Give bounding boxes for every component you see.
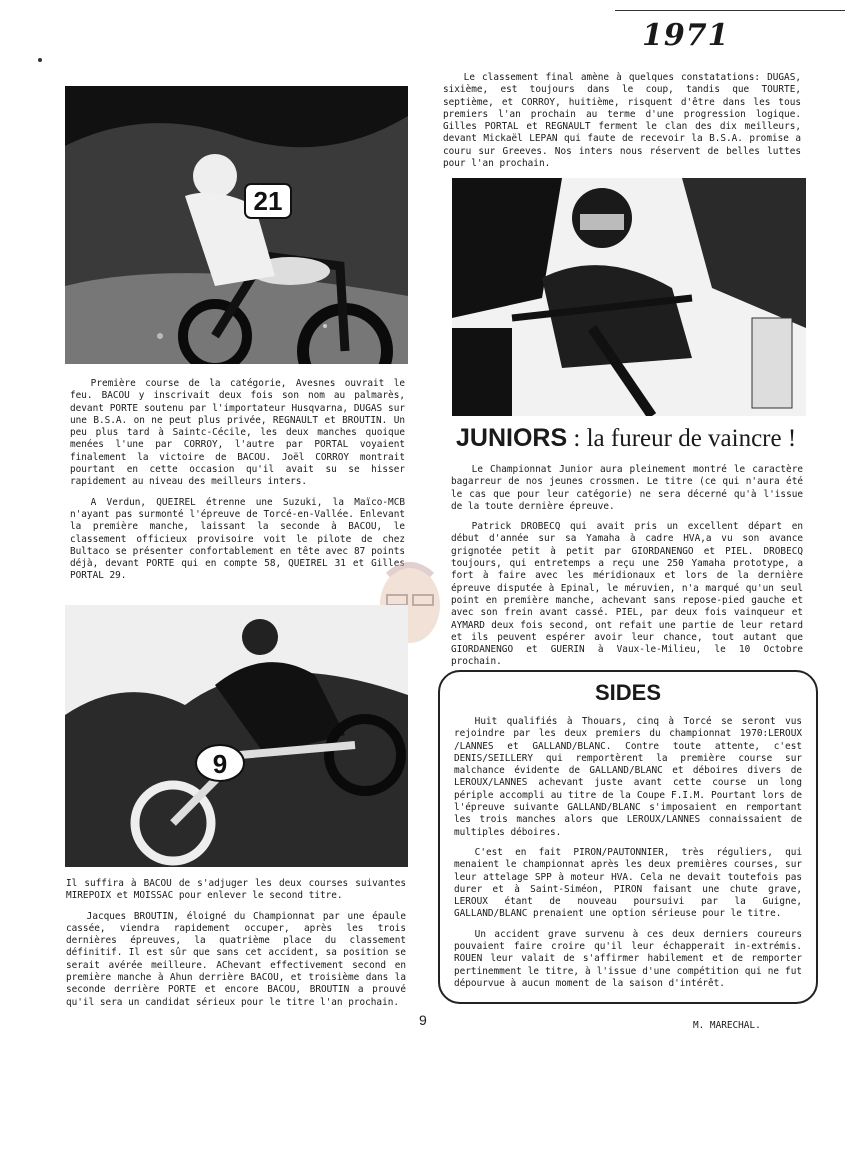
- juniors-text: [451, 464, 803, 677]
- margin-dot: [38, 58, 42, 62]
- page-number: 9: [419, 1012, 427, 1028]
- left-para-2: A Verdun, QUEIREL étrenne une Suzuki, la Maïco-MCB n'ayant pas surmonté l'épreuve de Torcé-en-Vallée. Enlevant la première manche, laissant la seconde à BACOU, le classement officieux provisoire voit le pilote de chez Bultaco se présenter confortablement en tête avec 87 points déjà, devant PORTE qui en compte 58, QUEIREL 31 et Gilles PORTAL 29.: [70, 496, 405, 582]
- juniors-headline-rest: : la fureur de vaincre !: [567, 425, 797, 452]
- juniors-headline: [456, 424, 796, 453]
- sides-title: SIDES: [594, 680, 662, 705]
- photo-rider-21: [65, 86, 408, 364]
- sides-para-1: Huit qualifiés à Thouars, cinq à Torcé se seront vus rejoindre par les deux premiers du championnat 1970:LEROUX /LANNES et GALLAND/BLANC. Contre toute attente, c'est DENIS/SEILLERY qui remportèrent la première course sur malchance évidente de GALLAND/BLANC et déboires divers de LEROUX/LANNES achevant juste avant cette course un long périple accompli au titre de la Coupe F.I.M. Pourtant lors de l'épreuve suivante GALLAND/BLANC s'imposaient en remportant les trois manches alors que LEROUX/LANNES connaissaient de multiples déboires.: [454, 716, 802, 838]
- sides-text: [454, 716, 802, 990]
- photo-rider-9: [65, 605, 408, 867]
- header-rule: [615, 10, 845, 11]
- juniors-para-1: Le Championnat Junior aura pleinement montré le caractère bagarreur de nos jeunes crossmen. Le titre (ce qui n'aura été le cas que pour leur catégorie) ne sera décerné qu'à l'issue de la toute dernière épreuve.: [451, 464, 803, 512]
- left-para-4: Jacques BROUTIN, éloigné du Championnat par une épaule cassée, viendra rapidement occuper, après les trois dernières épreuves, la quatrième place du classement définitif. Il est sûr que sans cet accident, sa position se serait avérée meilleure. AChevant effectivement second en première manche à Ahun derrière BACOU, et troisième dans la seconde derrière PORTE et encore BACOU, BROUTIN a prouvé qu'il sera un candidat sérieux pour le titre l'an prochain.: [66, 910, 406, 1008]
- left-column-bottom: [66, 878, 406, 1017]
- juniors-para-2: Patrick DROBECQ qui avait pris un excellent départ en début d'année sur sa Yamaha à cadre HVA,a vu son avance grignotée petit à petit par GIORDANENGO et PIEL. DROBECQ toujours, qui entretemps a reçu une 250 Yamaha prototype, a fort à faire avec les méridionaux et lors de la dernière épreuve disputée à Epinal, le méruvien, n'a marqué qu'un seul point en première manche, achevant sans repose-pied gauche et avec son frein avant cassé. PIEL, par deux fois vainqueur et AYMARD deux fois second, ont refait une partie de leur retard et ils peuvent espérer avoir leur chance, tout autant que GIORDANENGO et GUERIN à Vaux-le-Milieu, le 10 Octobre prochain.: [451, 521, 803, 668]
- sides-para-2: C'est en fait PIRON/PAUTONNIER, très réguliers, qui menaient le championnat après les deux premières courses, sur leur attelage SPP à moteur HVA. Cela ne devait toutefois pas durer et à Saint-Siméon, PIRON faisant une chute grave, LEROUX étant de nouveau poursuivi par la Guigne, GALLAND/BLANC prenaient une option sérieuse pour le titre.: [454, 846, 802, 920]
- sides-box: [438, 670, 818, 1004]
- signature: M. MARECHAL.: [693, 1020, 761, 1031]
- plate-number-9: 9: [212, 749, 228, 779]
- sides-para-3: Un accident grave survenu à ces deux derniers coureurs pouvaient faire croire qu'il leur échapperait in-extrémis. ROUEN leur valait de s'affirmer habilement et de remporter pertinemment le titre, à l'issue d'une compétition qui ne fut dépourvue à aucun moment de la saison d'intérêt.: [454, 928, 802, 989]
- right-intro: [443, 72, 801, 178]
- photo-rider-junior: [452, 178, 806, 416]
- left-column: [70, 378, 405, 591]
- left-para-3: Il suffira à BACOU de s'adjuger les deux courses suivantes MIREPOIX et MOISSAC pour enlever le second titre.: [66, 878, 406, 902]
- juniors-headline-main: JUNIORS: [456, 424, 568, 452]
- right-intro-para: Le classement final amène à quelques constatations: DUGAS, sixième, est toujours dans le coup, tandis que TOURTE, septième, et CORROY, huitième, risquent d'être dans les tous premiers l'an prochain au terme d'une progression logique. Gilles PORTAL et REGNAULT ferment le clan des dix meilleurs, devant Mickaël LEPAN qui faute de recevoir la B.S.A. promise a couru sur Greeves. Nos inters nous réservent de belles luttes pour l'an prochain.: [443, 72, 801, 170]
- left-para-1: Première course de la catégorie, Avesnes ouvrait le feu. BACOU y inscrivait deux fois son nom au palmarès, devant PORTE soutenu par l'importateur Husqvarna, DUGAS sur une B.S.A. on ne peut plus privée, REGNAULT et BROUTIN. Un peu plus tard à Saintc-Cécile, les deux manches quoique menées l'une par CORROY, l'autre par PORTAL voyaient finalement la victoire de BACOU. Joël CORROY montrait pourtant en cette occasion qu'il avait su se hisser rapidement au niveau des meilleurs inters.: [70, 378, 405, 488]
- plate-number-21: 21: [253, 186, 283, 216]
- year-handwritten: 1971: [642, 18, 730, 53]
